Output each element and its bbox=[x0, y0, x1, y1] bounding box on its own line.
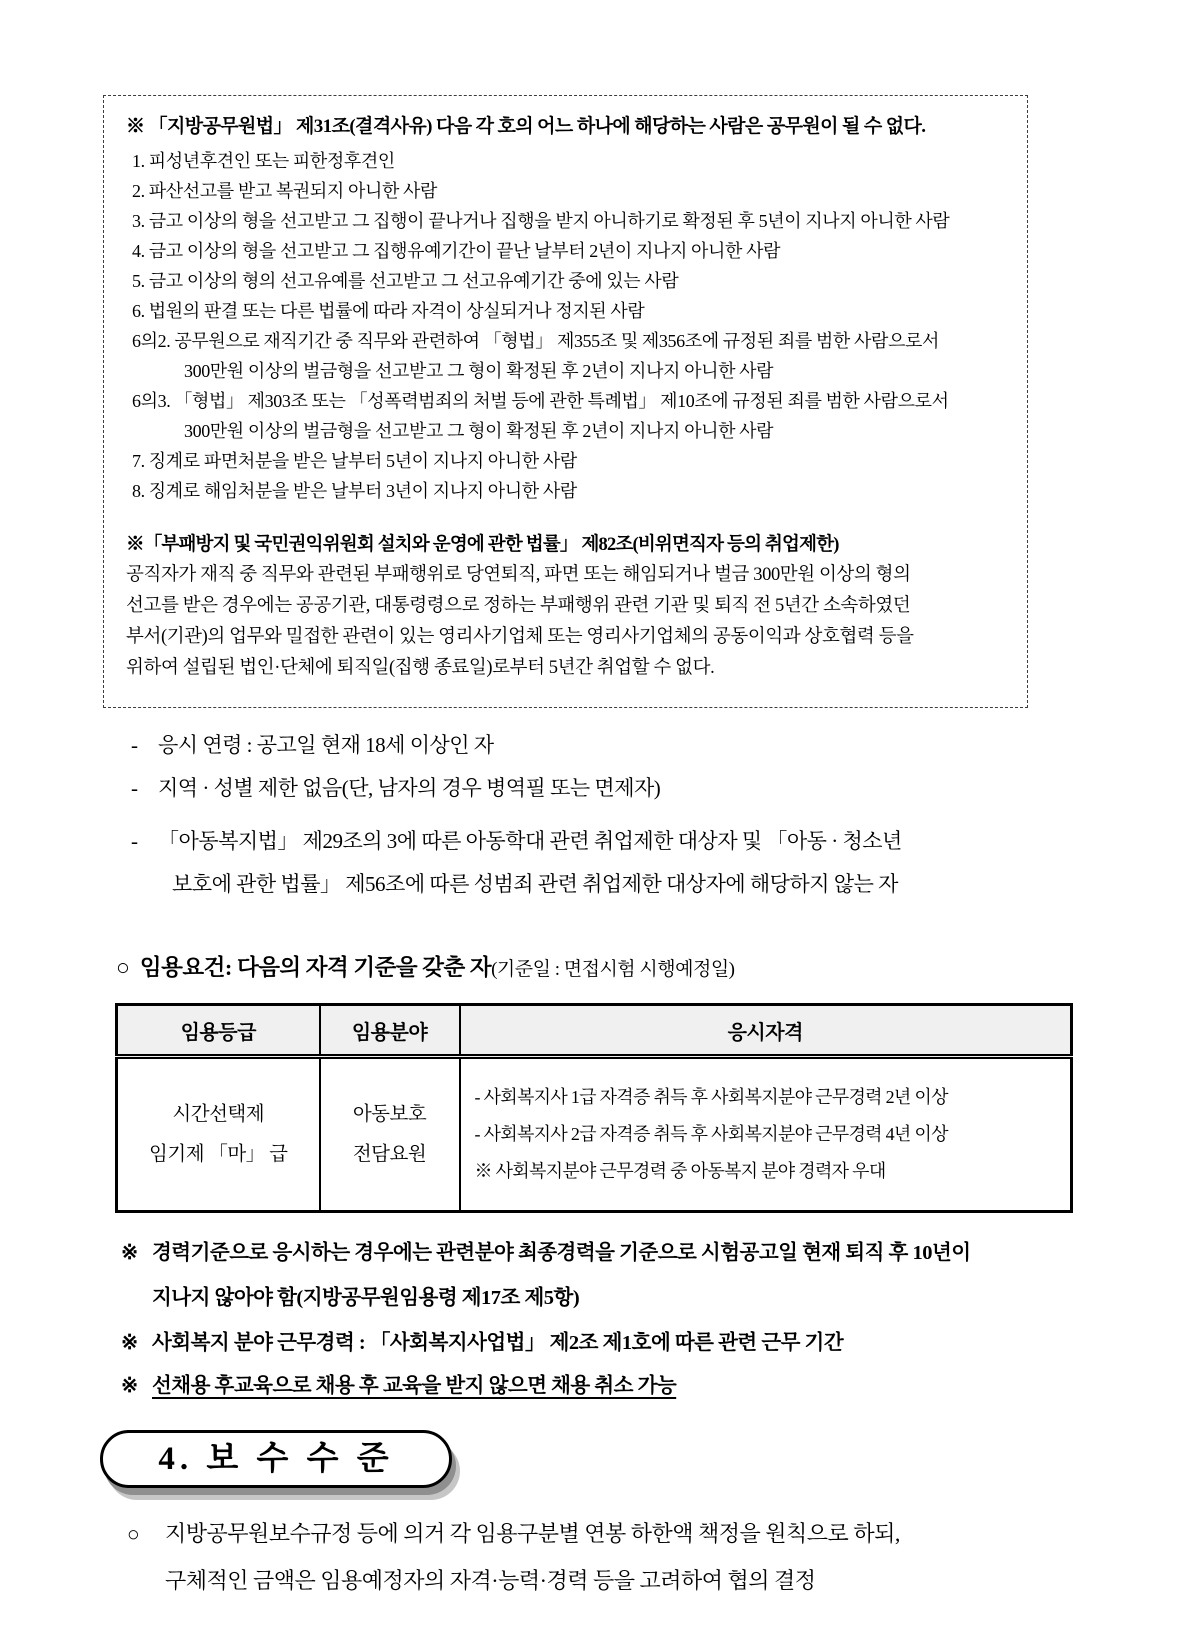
reference-mark-icon: ※ bbox=[121, 1242, 138, 1264]
eligibility-bullet-childwelfare bbox=[131, 826, 1181, 856]
grade-line: 시간선택제 bbox=[172, 1103, 265, 1125]
table-header-row bbox=[117, 1005, 1072, 1057]
grade-line: 임기제 「마」 급 bbox=[149, 1143, 288, 1165]
field-line: 아동보호 bbox=[352, 1103, 427, 1125]
bullet-text: 「아동복지법」 제29조의 3에 따른 아동학대 관련 취업제한 대상자 및 「아동 · 청소년 bbox=[158, 829, 902, 853]
eligibility-bullet-region bbox=[131, 773, 1181, 803]
notes-section bbox=[121, 1238, 1183, 1401]
law1-item: 6의2. 공무원으로 재직기간 중 직무와 관련하여 「형법」 제355조 및 제356조에 규정된 죄를 범한 사람으로서 bbox=[132, 331, 939, 351]
note-text: 경력기준으로 응시하는 경우에는 관련분야 최종경력을 기준으로 시험공고일 현재 퇴직 후 10년이 bbox=[152, 1242, 971, 1264]
dash-marker: - bbox=[131, 733, 138, 757]
law2-paragraph-line: 선고를 받은 경우에는 공공기관, 대통령령으로 정하는 부패행위 관련 기관 및 퇴직 전 5년간 소속하였던 bbox=[126, 596, 911, 616]
eligibility-bullets bbox=[131, 730, 1181, 899]
requirement-suffix: (기준일 : 면접시험 시행예정일) bbox=[491, 959, 735, 980]
field-line: 전담요원 bbox=[352, 1143, 427, 1165]
bullet-continuation: 보호에 관한 법률」 제56조에 따른 성범죄 관련 취업제한 대상자에 해당하지 않는 자 bbox=[172, 872, 898, 896]
note-social-welfare bbox=[121, 1328, 1183, 1358]
circle-bullet-icon: ○ bbox=[127, 1522, 140, 1546]
bullet-text: 지역 · 성별 제한 없음(단, 남자의 경우 병역필 또는 면제자) bbox=[158, 776, 661, 800]
disqualification-box bbox=[103, 95, 1028, 708]
pay-bullet bbox=[127, 1518, 1177, 1550]
note-text: 사회복지 분야 근무경력 : 「사회복지사업법」 제2조 제1호에 따른 관련 근무 기간 bbox=[152, 1332, 844, 1354]
qualification-table bbox=[115, 1003, 1073, 1213]
pay-continuation: 구체적인 금액은 임용예정자의 자격·능력·경력 등을 고려하여 협의 결정 bbox=[165, 1568, 816, 1593]
qualification-line: - 사회복지사 2급 자격증 취득 후 사회복지분야 근무경력 4년 이상 bbox=[474, 1124, 948, 1144]
cell-qualifications bbox=[460, 1057, 1072, 1212]
law1-item: 6의3. 「형법」 제303조 또는 「성폭력범죄의 처벌 등에 관한 특례법」 제10조에 규정된 죄를 범한 사람으로서 bbox=[132, 391, 949, 411]
table-header-qualification: 응시자격 bbox=[460, 1005, 1072, 1057]
eligibility-bullet-age bbox=[131, 730, 1181, 760]
law2-paragraph-line: 위하여 설립된 법인·단체에 퇴직일(집행 종료일)로부터 5년간 취업할 수 없다. bbox=[126, 658, 715, 678]
law1-item-continuation: 300만원 이상의 벌금형을 선고받고 그 형이 확정된 후 2년이 지나지 아니한 사람 bbox=[184, 361, 774, 381]
reference-mark-icon: ※ bbox=[121, 1375, 138, 1397]
law1-item: 4. 금고 이상의 형을 선고받고 그 집행유예기간이 끝난 날부터 2년이 지나지 아니한 사람 bbox=[132, 241, 781, 261]
law1-item: 5. 금고 이상의 형의 선고유예를 선고받고 그 선고유예기간 중에 있는 사람 bbox=[132, 271, 679, 291]
reference-mark-icon: ※ bbox=[121, 1332, 138, 1354]
law2-paragraph-line: 부서(기관)의 업무와 밀접한 관련이 있는 영리사기업체 또는 영리사기업체의 공동이익과 상호협력 등을 bbox=[126, 627, 914, 647]
law1-item: 7. 징계로 파면처분을 받은 날부터 5년이 지나지 아니한 사람 bbox=[132, 451, 577, 471]
bullet-text: 응시 연령 : 공고일 현재 18세 이상인 자 bbox=[158, 733, 494, 757]
law1-title: ※ 「지방공무원법」 제31조(결격사유) 다음 각 호의 어느 하나에 해당하는 사람은 공무원이 될 수 없다. bbox=[126, 116, 926, 137]
law1-item: 2. 파산선고를 받고 복권되지 아니한 사람 bbox=[132, 181, 438, 201]
note-career-basis bbox=[121, 1238, 1183, 1268]
cell-field bbox=[320, 1057, 460, 1212]
requirement-heading bbox=[116, 950, 735, 982]
table-header-grade: 임용등급 bbox=[117, 1005, 320, 1057]
law1-item: 1. 피성년후견인 또는 피한정후견인 bbox=[132, 151, 395, 171]
circle-bullet-icon: ○ bbox=[116, 955, 130, 980]
pay-section bbox=[127, 1518, 1177, 1597]
dash-marker: - bbox=[131, 776, 138, 800]
table-row bbox=[117, 1057, 1072, 1212]
note-continuation: 지나지 않아야 함(지방공무원임용령 제17조 제5항) bbox=[152, 1287, 580, 1309]
section-title: 4. 보 수 수 준 bbox=[158, 1441, 394, 1477]
note-pre-hire-training bbox=[121, 1371, 1183, 1401]
note-text-underlined: 선채용 후교육으로 채용 후 교육을 받지 않으면 채용 취소 가능 bbox=[152, 1375, 677, 1397]
qualification-line: - 사회복지사 1급 자격증 취득 후 사회복지분야 근무경력 2년 이상 bbox=[474, 1087, 948, 1107]
dash-marker: - bbox=[131, 829, 138, 853]
law2-title: ※「부패방지 및 국민권익위원회 설치와 운영에 관한 법률」 제82조(비위면직자 등의 취업제한) bbox=[126, 535, 839, 555]
law2-paragraph-line: 공직자가 재직 중 직무와 관련된 부패행위로 당연퇴직, 파면 또는 해임되거나 벌금 300만원 이상의 형의 bbox=[126, 565, 911, 585]
requirement-title: 임용요건: 다음의 자격 기준을 갖춘 자 bbox=[139, 955, 492, 980]
law1-item-continuation: 300만원 이상의 벌금형을 선고받고 그 형이 확정된 후 2년이 지나지 아니한 사람 bbox=[184, 421, 774, 441]
table-header-field: 임용분야 bbox=[320, 1005, 460, 1057]
law1-item: 8. 징계로 해임처분을 받은 날부터 3년이 지나지 아니한 사람 bbox=[132, 481, 577, 501]
cell-grade bbox=[117, 1057, 320, 1212]
section-4-title-badge bbox=[100, 1430, 452, 1488]
law1-item: 3. 금고 이상의 형을 선고받고 그 집행이 끝나거나 집행을 받지 아니하기로 확정된 후 5년이 지나지 아니한 사람 bbox=[132, 211, 950, 231]
spacer bbox=[126, 506, 1009, 530]
pay-text: 지방공무원보수규정 등에 의거 각 임용구분별 연봉 하한액 책정을 원칙으로 하되, bbox=[165, 1521, 900, 1546]
qualification-line: ※ 사회복지분야 근무경력 중 아동복지 분야 경력자 우대 bbox=[474, 1161, 886, 1181]
law1-item: 6. 법원의 판결 또는 다른 법률에 따라 자격이 상실되거나 정지된 사람 bbox=[132, 301, 645, 321]
